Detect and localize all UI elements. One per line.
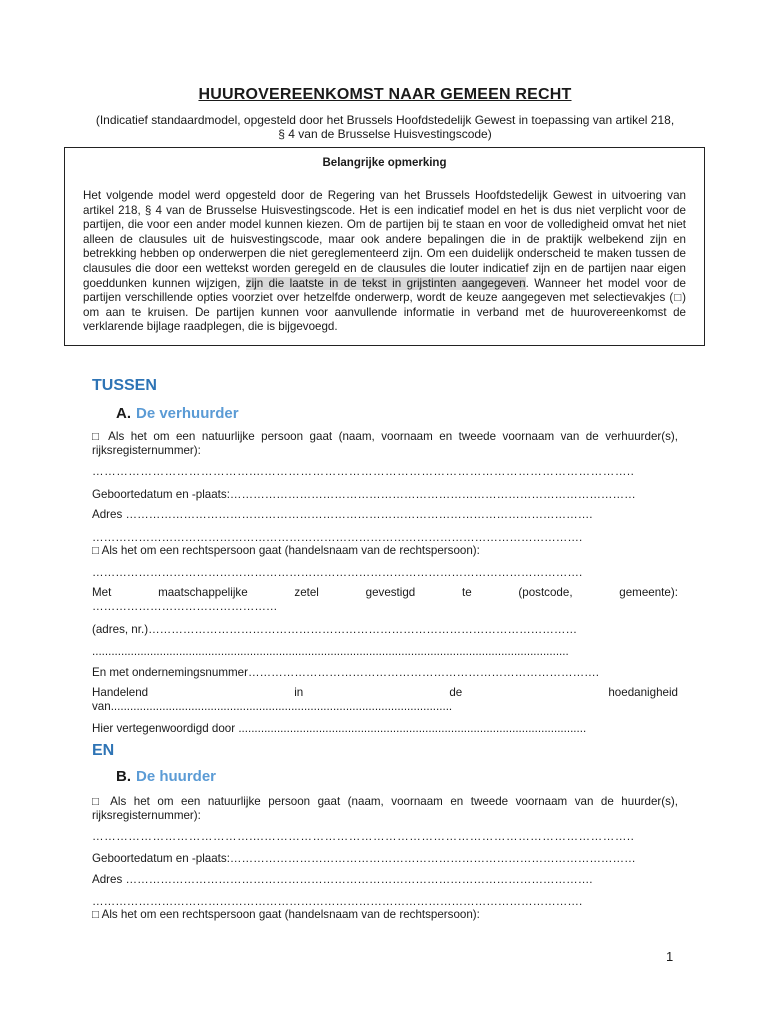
field-dots: …………………………………………………………………………………………………………. [125, 508, 593, 521]
represented-by-field[interactable] [92, 722, 678, 736]
tenant-name-field[interactable]: …………………………………....……………………………………………………………………………….. [92, 830, 635, 843]
registered-office-field[interactable]: ………………………………………… [92, 600, 278, 613]
acting-word: Handelend [92, 686, 149, 699]
document-title: HUUROVEREENKOMST NAAR GEMEEN RECHT [198, 86, 572, 103]
landlord-address-field[interactable] [92, 508, 678, 522]
field-dots: ………………………………………………………………………………………………… [148, 623, 578, 636]
landlord-name-field[interactable]: …………………………………....……………………………………………………………………………….. [92, 465, 635, 478]
party-name: De huurder [136, 768, 217, 785]
landlord-birth-field[interactable] [92, 488, 678, 502]
field-dots: …………………………………………………………………………………………… [229, 488, 636, 501]
party-heading-landlord [116, 405, 239, 422]
field-label: (adres, nr.) [92, 623, 149, 636]
field-dots: ............................................................................................................ [238, 722, 587, 735]
tenant-address-extra-field[interactable]: ………………………………………………………………………………………………………………. [92, 895, 583, 908]
section-heading-and: EN [92, 742, 115, 759]
landlord-company-name-field[interactable]: ………………………………………………………………………………………………………………. [92, 566, 583, 579]
seat-word: te [462, 586, 472, 599]
party-letter: B. [116, 768, 131, 785]
field-label: Geboortedatum en -plaats: [92, 488, 230, 501]
registered-office-line [92, 586, 678, 600]
notice-heading: Belangrijke opmerking [322, 157, 447, 169]
seat-word: Met [92, 586, 112, 599]
acting-capacity-field[interactable]: van.......................................................................................................... [92, 700, 453, 713]
seat-word: zetel [294, 586, 319, 599]
field-label: Hier vertegenwoordigd door [92, 722, 236, 735]
acting-capacity-line [92, 686, 678, 700]
important-notice-box [64, 147, 705, 346]
field-label: En met ondernemingsnummer [92, 666, 248, 679]
notice-text-part: . Wanneer het model voor de partijen verschillende opties voorziet over hetzelfde onderwerp, wordt de keuze aangegeven met selectievakjes (□) om aan te kruisen. De partijen kunnen voor aanvullende informatie in verband met de huurovereenkomst de verklarende bijlage raadplegen, die is bijgevoegd. [83, 276, 686, 334]
page-number: 1 [666, 949, 674, 964]
notice-body [83, 189, 686, 335]
landlord-natural-person-option[interactable]: □ Als het om een natuurlijke persoon gaat (naam, voornaam en tweede voornaam van de verhuurder(s), rijksregisternummer): [92, 430, 678, 457]
landlord-address-extra-field[interactable]: ………………………………………………………………………………………………………………. [92, 531, 583, 544]
tenant-legal-person-option[interactable]: □ Als het om een rechtspersoon gaat (handelsnaam van de rechtspersoon): [92, 908, 480, 921]
party-letter: A. [116, 405, 131, 422]
tenant-address-field[interactable] [92, 873, 678, 887]
acting-word: in [294, 686, 304, 699]
field-dots: ………………………………………………………………………………. [247, 666, 599, 679]
field-label: Geboortedatum en -plaats: [92, 852, 230, 865]
seat-word: gemeente): [619, 586, 678, 599]
tenant-birth-field[interactable] [92, 852, 678, 866]
office-address-field[interactable] [92, 623, 678, 637]
field-label: Adres [92, 873, 123, 886]
company-number-field[interactable] [92, 666, 678, 680]
field-dots: …………………………………………………………………………………………… [229, 852, 636, 865]
notice-text-part: Het volgende model werd opgesteld door de Regering van het Brussels Hoofdstedelijk Gewest in uitvoering van artikel 218, § 4 van de Brusselse Huisvestingscode. Het is een indicatief model en het is dus niet verplicht voor de partijen, die voor een ander model kunnen kiezen. Om de partijen bij te staan en voor de volledigheid omvat het niet alleen de clausules uit de huisvestingscode, maar ook andere bepalingen die in de praktijk welbekend zijn en betrekking hebben op onderwerpen die niet gereglementeerd zijn. Om een duidelijk onderscheid te maken tussen de clausules die door een wettekst worden geregeld en de clausules die louter indicatief zijn en de partijen naar eigen goeddunken kunnen wijzigen, [83, 189, 686, 290]
acting-word: hoedanigheid [608, 686, 678, 699]
acting-word: de [449, 686, 463, 699]
party-name: De verhuurder [136, 405, 239, 422]
section-heading-between: TUSSEN [92, 377, 157, 394]
seat-word: maatschappelijke [158, 586, 248, 599]
landlord-legal-person-option[interactable]: □ Als het om een rechtspersoon gaat (handelsnaam van de rechtspersoon): [92, 544, 480, 557]
document-subtitle: (Indicatief standaardmodel, opgesteld door het Brussels Hoofdstedelijk Gewest in toepassing van artikel 218, § 4 van de Brusselse Huisvestingscode) [95, 113, 675, 141]
field-dots: …………………………………………………………………………………………………………. [125, 873, 593, 886]
notice-highlighted-text: zijn die laatste in de tekst in grijstinten aangegeven [245, 276, 526, 290]
office-address-extra-field[interactable]: .................................................................................................................................................... [92, 645, 569, 658]
party-heading-tenant [116, 768, 216, 785]
seat-word: (postcode, [518, 586, 573, 599]
seat-word: gevestigd [365, 586, 416, 599]
tenant-natural-person-option[interactable]: □ Als het om een natuurlijke persoon gaat (naam, voornaam en tweede voornaam van de huurder(s), rijksregisternummer): [92, 795, 678, 822]
field-label: Adres [92, 508, 123, 521]
